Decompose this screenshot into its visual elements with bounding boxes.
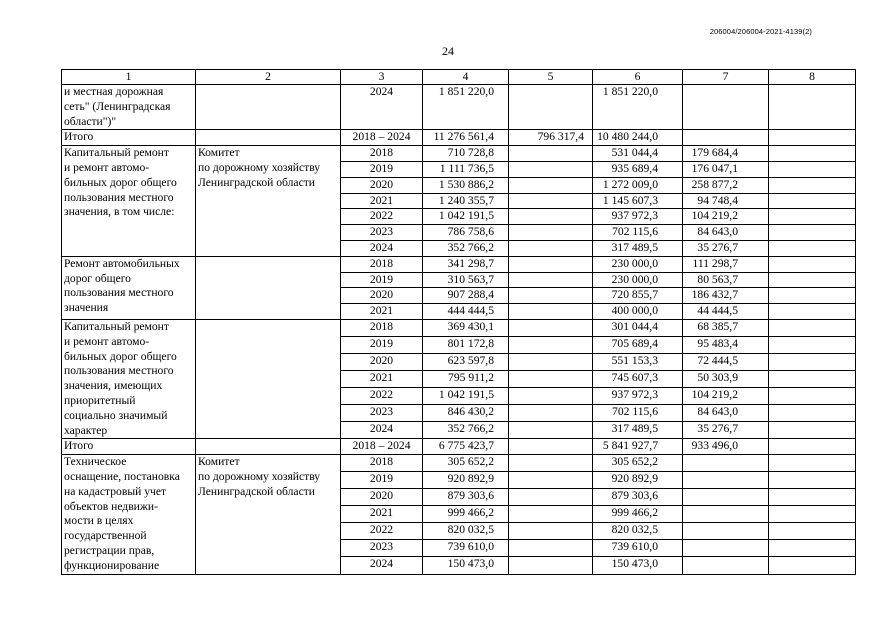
amount-cell [769, 85, 856, 130]
amount-cell: 317 489,5 [593, 422, 683, 439]
amount-cell [769, 472, 856, 489]
amount-cell [509, 85, 593, 130]
executor-line: Ленинградской области [198, 175, 315, 189]
amount-cell: 179 684,4 [683, 146, 769, 162]
amount-cell [769, 439, 856, 455]
event-name-line: Итого [64, 439, 94, 453]
amount-cell: 786 758,6 [423, 225, 509, 241]
event-name-cell [62, 130, 196, 146]
amount-cell: 999 466,2 [423, 506, 509, 523]
event-name-line: государственной [64, 529, 147, 543]
table-row [62, 439, 856, 455]
executor-cell [196, 439, 341, 455]
amount-cell [509, 472, 593, 489]
event-name-line: и ремонт автомо- [64, 160, 150, 174]
amount-cell [509, 523, 593, 540]
event-name-line: социально значимый [64, 408, 168, 422]
year-cell: 2019 [341, 337, 423, 354]
budget-table [61, 69, 856, 575]
event-name-line: регистрации прав, [64, 543, 155, 557]
amount-cell: 935 689,4 [593, 161, 683, 177]
table-row [62, 256, 856, 272]
amount-cell: 150 473,0 [423, 557, 509, 574]
amount-cell: 702 115,6 [593, 405, 683, 422]
amount-cell: 879 303,6 [423, 489, 509, 506]
amount-cell: 739 610,0 [593, 540, 683, 557]
year-cell: 2023 [341, 405, 423, 422]
amount-cell: 937 972,3 [593, 388, 683, 405]
amount-cell [769, 557, 856, 574]
amount-cell: 1 530 886,2 [423, 177, 509, 193]
event-name-line: пользования местного [64, 286, 174, 300]
amount-cell: 352 766,2 [423, 240, 509, 256]
amount-cell: 10 480 244,0 [593, 130, 683, 146]
amount-cell: 68 385,7 [683, 319, 769, 336]
event-name-cell [62, 439, 196, 455]
year-cell: 2024 [341, 85, 423, 130]
amount-cell [769, 146, 856, 162]
amount-cell [509, 455, 593, 472]
amount-cell [509, 146, 593, 162]
amount-cell [769, 354, 856, 371]
amount-cell: 258 877,2 [683, 177, 769, 193]
amount-cell [769, 388, 856, 405]
amount-cell [683, 523, 769, 540]
event-name-line: приоритетный [64, 393, 136, 407]
year-cell: 2024 [341, 240, 423, 256]
amount-cell [769, 288, 856, 304]
event-name-line: значения, в том числе: [64, 205, 175, 219]
event-name-cell [62, 85, 196, 130]
amount-cell [769, 272, 856, 288]
year-cell: 2021 [341, 304, 423, 320]
event-name-line: пользования местного [64, 190, 174, 204]
year-cell: 2024 [341, 557, 423, 574]
amount-cell: 104 219,2 [683, 209, 769, 225]
event-name-cell [62, 256, 196, 319]
amount-cell [509, 288, 593, 304]
event-name-line: Капитальный ремонт [64, 319, 169, 333]
amount-cell: 531 044,4 [593, 146, 683, 162]
year-cell: 2018 [341, 455, 423, 472]
executor-cell [196, 455, 341, 574]
event-name-cell [62, 319, 196, 438]
year-cell: 2022 [341, 523, 423, 540]
executor-line: Комитет [198, 455, 240, 469]
amount-cell: 95 483,4 [683, 337, 769, 354]
amount-cell [509, 240, 593, 256]
amount-cell [509, 371, 593, 388]
event-name-line: значения [64, 301, 109, 315]
amount-cell: 84 643,0 [683, 225, 769, 241]
amount-cell: 1 111 736,5 [423, 161, 509, 177]
event-name-line: области")" [64, 114, 117, 128]
amount-cell: 176 047,1 [683, 161, 769, 177]
amount-cell: 341 298,7 [423, 256, 509, 272]
amount-cell [769, 304, 856, 320]
event-name-line: оснащение, постановка [64, 469, 180, 483]
amount-cell: 801 172,8 [423, 337, 509, 354]
year-cell: 2020 [341, 489, 423, 506]
header-row [62, 70, 856, 85]
amount-cell [769, 540, 856, 557]
amount-cell: 937 972,3 [593, 209, 683, 225]
event-name-line: и ремонт автомо- [64, 334, 150, 348]
amount-cell [769, 161, 856, 177]
amount-cell [509, 193, 593, 209]
year-cell: 2021 [341, 371, 423, 388]
amount-cell [509, 225, 593, 241]
amount-cell: 846 430,2 [423, 405, 509, 422]
amount-cell: 1 851 220,0 [593, 85, 683, 130]
amount-cell: 369 430,1 [423, 319, 509, 336]
amount-cell [769, 177, 856, 193]
executor-line: Комитет [198, 146, 240, 160]
table-row [62, 85, 856, 130]
table-row [62, 319, 856, 336]
amount-cell: 230 000,0 [593, 256, 683, 272]
amount-cell [509, 354, 593, 371]
amount-cell: 820 032,5 [593, 523, 683, 540]
amount-cell: 35 276,7 [683, 422, 769, 439]
amount-cell: 352 766,2 [423, 422, 509, 439]
year-cell: 2020 [341, 288, 423, 304]
amount-cell [509, 304, 593, 320]
year-cell: 2019 [341, 272, 423, 288]
amount-cell: 50 303,9 [683, 371, 769, 388]
year-cell: 2021 [341, 506, 423, 523]
year-cell: 2022 [341, 209, 423, 225]
amount-cell [769, 371, 856, 388]
column-header: 7 [683, 70, 769, 85]
amount-cell: 305 652,2 [593, 455, 683, 472]
amount-cell: 310 563,7 [423, 272, 509, 288]
amount-cell [683, 506, 769, 523]
amount-cell: 920 892,9 [593, 472, 683, 489]
amount-cell: 400 000,0 [593, 304, 683, 320]
column-header: 6 [593, 70, 683, 85]
table-row [62, 146, 856, 162]
amount-cell [509, 177, 593, 193]
executor-line: Ленинградской области [198, 484, 315, 498]
amount-cell [769, 422, 856, 439]
column-header: 1 [62, 70, 196, 85]
executor-line: по дорожному хозяйству [198, 160, 321, 174]
year-cell: 2021 [341, 193, 423, 209]
event-name-line: значения, имеющих [64, 379, 163, 393]
event-name-line: Итого [64, 130, 94, 144]
amount-cell: 230 000,0 [593, 272, 683, 288]
amount-cell: 1 042 191,5 [423, 388, 509, 405]
amount-cell: 6 775 423,7 [423, 439, 509, 455]
year-cell: 2022 [341, 388, 423, 405]
amount-cell [509, 557, 593, 574]
amount-cell: 820 032,5 [423, 523, 509, 540]
amount-cell [769, 489, 856, 506]
amount-cell: 150 473,0 [593, 557, 683, 574]
event-name-line: объектов недвижи- [64, 499, 158, 513]
amount-cell: 933 496,0 [683, 439, 769, 455]
year-cell: 2019 [341, 161, 423, 177]
amount-cell [683, 85, 769, 130]
event-name-line: сеть" (Ленинградская [64, 99, 171, 113]
column-header: 2 [196, 70, 341, 85]
amount-cell: 1 145 607,3 [593, 193, 683, 209]
amount-cell: 94 748,4 [683, 193, 769, 209]
amount-cell: 710 728,8 [423, 146, 509, 162]
executor-cell [196, 319, 341, 438]
amount-cell: 720 855,7 [593, 288, 683, 304]
amount-cell [509, 319, 593, 336]
amount-cell: 879 303,6 [593, 489, 683, 506]
amount-cell: 796 317,4 [509, 130, 593, 146]
amount-cell: 80 563,7 [683, 272, 769, 288]
amount-cell: 301 044,4 [593, 319, 683, 336]
year-cell: 2023 [341, 540, 423, 557]
event-name-line: Ремонт автомобильных [64, 256, 180, 270]
amount-cell [683, 489, 769, 506]
table-row [62, 455, 856, 472]
amount-cell [509, 439, 593, 455]
amount-cell: 72 444,5 [683, 354, 769, 371]
amount-cell: 84 643,0 [683, 405, 769, 422]
year-cell: 2020 [341, 354, 423, 371]
year-cell: 2018 [341, 319, 423, 336]
amount-cell: 104 219,2 [683, 388, 769, 405]
year-cell: 2018 [341, 256, 423, 272]
amount-cell: 444 444,5 [423, 304, 509, 320]
amount-cell [509, 422, 593, 439]
amount-cell [769, 455, 856, 472]
amount-cell: 745 607,3 [593, 371, 683, 388]
amount-cell: 705 689,4 [593, 337, 683, 354]
year-cell: 2018 – 2024 [341, 439, 423, 455]
amount-cell [769, 193, 856, 209]
amount-cell: 44 444,5 [683, 304, 769, 320]
amount-cell: 317 489,5 [593, 240, 683, 256]
amount-cell: 623 597,8 [423, 354, 509, 371]
amount-cell [769, 337, 856, 354]
amount-cell: 920 892,9 [423, 472, 509, 489]
amount-cell [769, 209, 856, 225]
amount-cell [509, 540, 593, 557]
column-header: 3 [341, 70, 423, 85]
amount-cell [683, 557, 769, 574]
amount-cell [769, 130, 856, 146]
event-name-line: пользования местного [64, 364, 174, 378]
amount-cell [769, 225, 856, 241]
amount-cell [509, 161, 593, 177]
amount-cell [509, 256, 593, 272]
year-cell: 2020 [341, 177, 423, 193]
event-name-line: и местная дорожная [64, 85, 164, 98]
amount-cell [769, 506, 856, 523]
year-cell: 2024 [341, 422, 423, 439]
amount-cell [683, 130, 769, 146]
amount-cell [509, 209, 593, 225]
event-name-line: Капитальный ремонт [64, 146, 169, 160]
amount-cell [509, 272, 593, 288]
event-name-line: Техническое [64, 455, 127, 469]
amount-cell [509, 405, 593, 422]
executor-cell [196, 85, 341, 130]
year-cell: 2023 [341, 225, 423, 241]
event-name-line: бильных дорог общего [64, 175, 177, 189]
amount-cell: 186 432,7 [683, 288, 769, 304]
table-body [62, 85, 856, 575]
amount-cell: 1 851 220,0 [423, 85, 509, 130]
event-name-line: бильных дорог общего [64, 349, 177, 363]
amount-cell: 795 911,2 [423, 371, 509, 388]
amount-cell [509, 337, 593, 354]
amount-cell: 1 272 009,0 [593, 177, 683, 193]
amount-cell [769, 319, 856, 336]
amount-cell [769, 405, 856, 422]
amount-cell [509, 506, 593, 523]
amount-cell: 111 298,7 [683, 256, 769, 272]
amount-cell [683, 472, 769, 489]
event-name-cell [62, 146, 196, 257]
amount-cell: 907 288,4 [423, 288, 509, 304]
column-header: 5 [509, 70, 593, 85]
event-name-line: характер [64, 423, 108, 437]
year-cell: 2018 [341, 146, 423, 162]
page-number: 24 [442, 44, 454, 58]
amount-cell: 702 115,6 [593, 225, 683, 241]
amount-cell [769, 256, 856, 272]
executor-line: по дорожному хозяйству [198, 469, 321, 483]
amount-cell: 739 610,0 [423, 540, 509, 557]
year-cell: 2018 – 2024 [341, 130, 423, 146]
amount-cell [683, 455, 769, 472]
amount-cell: 11 276 561,4 [423, 130, 509, 146]
amount-cell: 35 276,7 [683, 240, 769, 256]
column-header: 4 [423, 70, 509, 85]
event-name-cell [62, 455, 196, 574]
amount-cell: 5 841 927,7 [593, 439, 683, 455]
table-row [62, 130, 856, 146]
amount-cell: 999 466,2 [593, 506, 683, 523]
executor-cell [196, 256, 341, 319]
amount-cell: 1 240 355,7 [423, 193, 509, 209]
amount-cell [509, 489, 593, 506]
event-name-line: мости в целях [64, 514, 134, 528]
executor-cell [196, 130, 341, 146]
amount-cell: 1 042 191,5 [423, 209, 509, 225]
amount-cell [509, 388, 593, 405]
amount-cell [683, 540, 769, 557]
column-header: 8 [769, 70, 856, 85]
amount-cell [769, 240, 856, 256]
event-name-line: дорог общего [64, 271, 131, 285]
event-name-line: на кадастровый учет [64, 484, 167, 498]
amount-cell: 305 652,2 [423, 455, 509, 472]
year-cell: 2019 [341, 472, 423, 489]
executor-cell [196, 146, 341, 257]
document-code: 206004/206004-2021-4139(2) [709, 27, 812, 36]
amount-cell [769, 523, 856, 540]
event-name-line: функционирование [64, 558, 160, 572]
amount-cell: 551 153,3 [593, 354, 683, 371]
